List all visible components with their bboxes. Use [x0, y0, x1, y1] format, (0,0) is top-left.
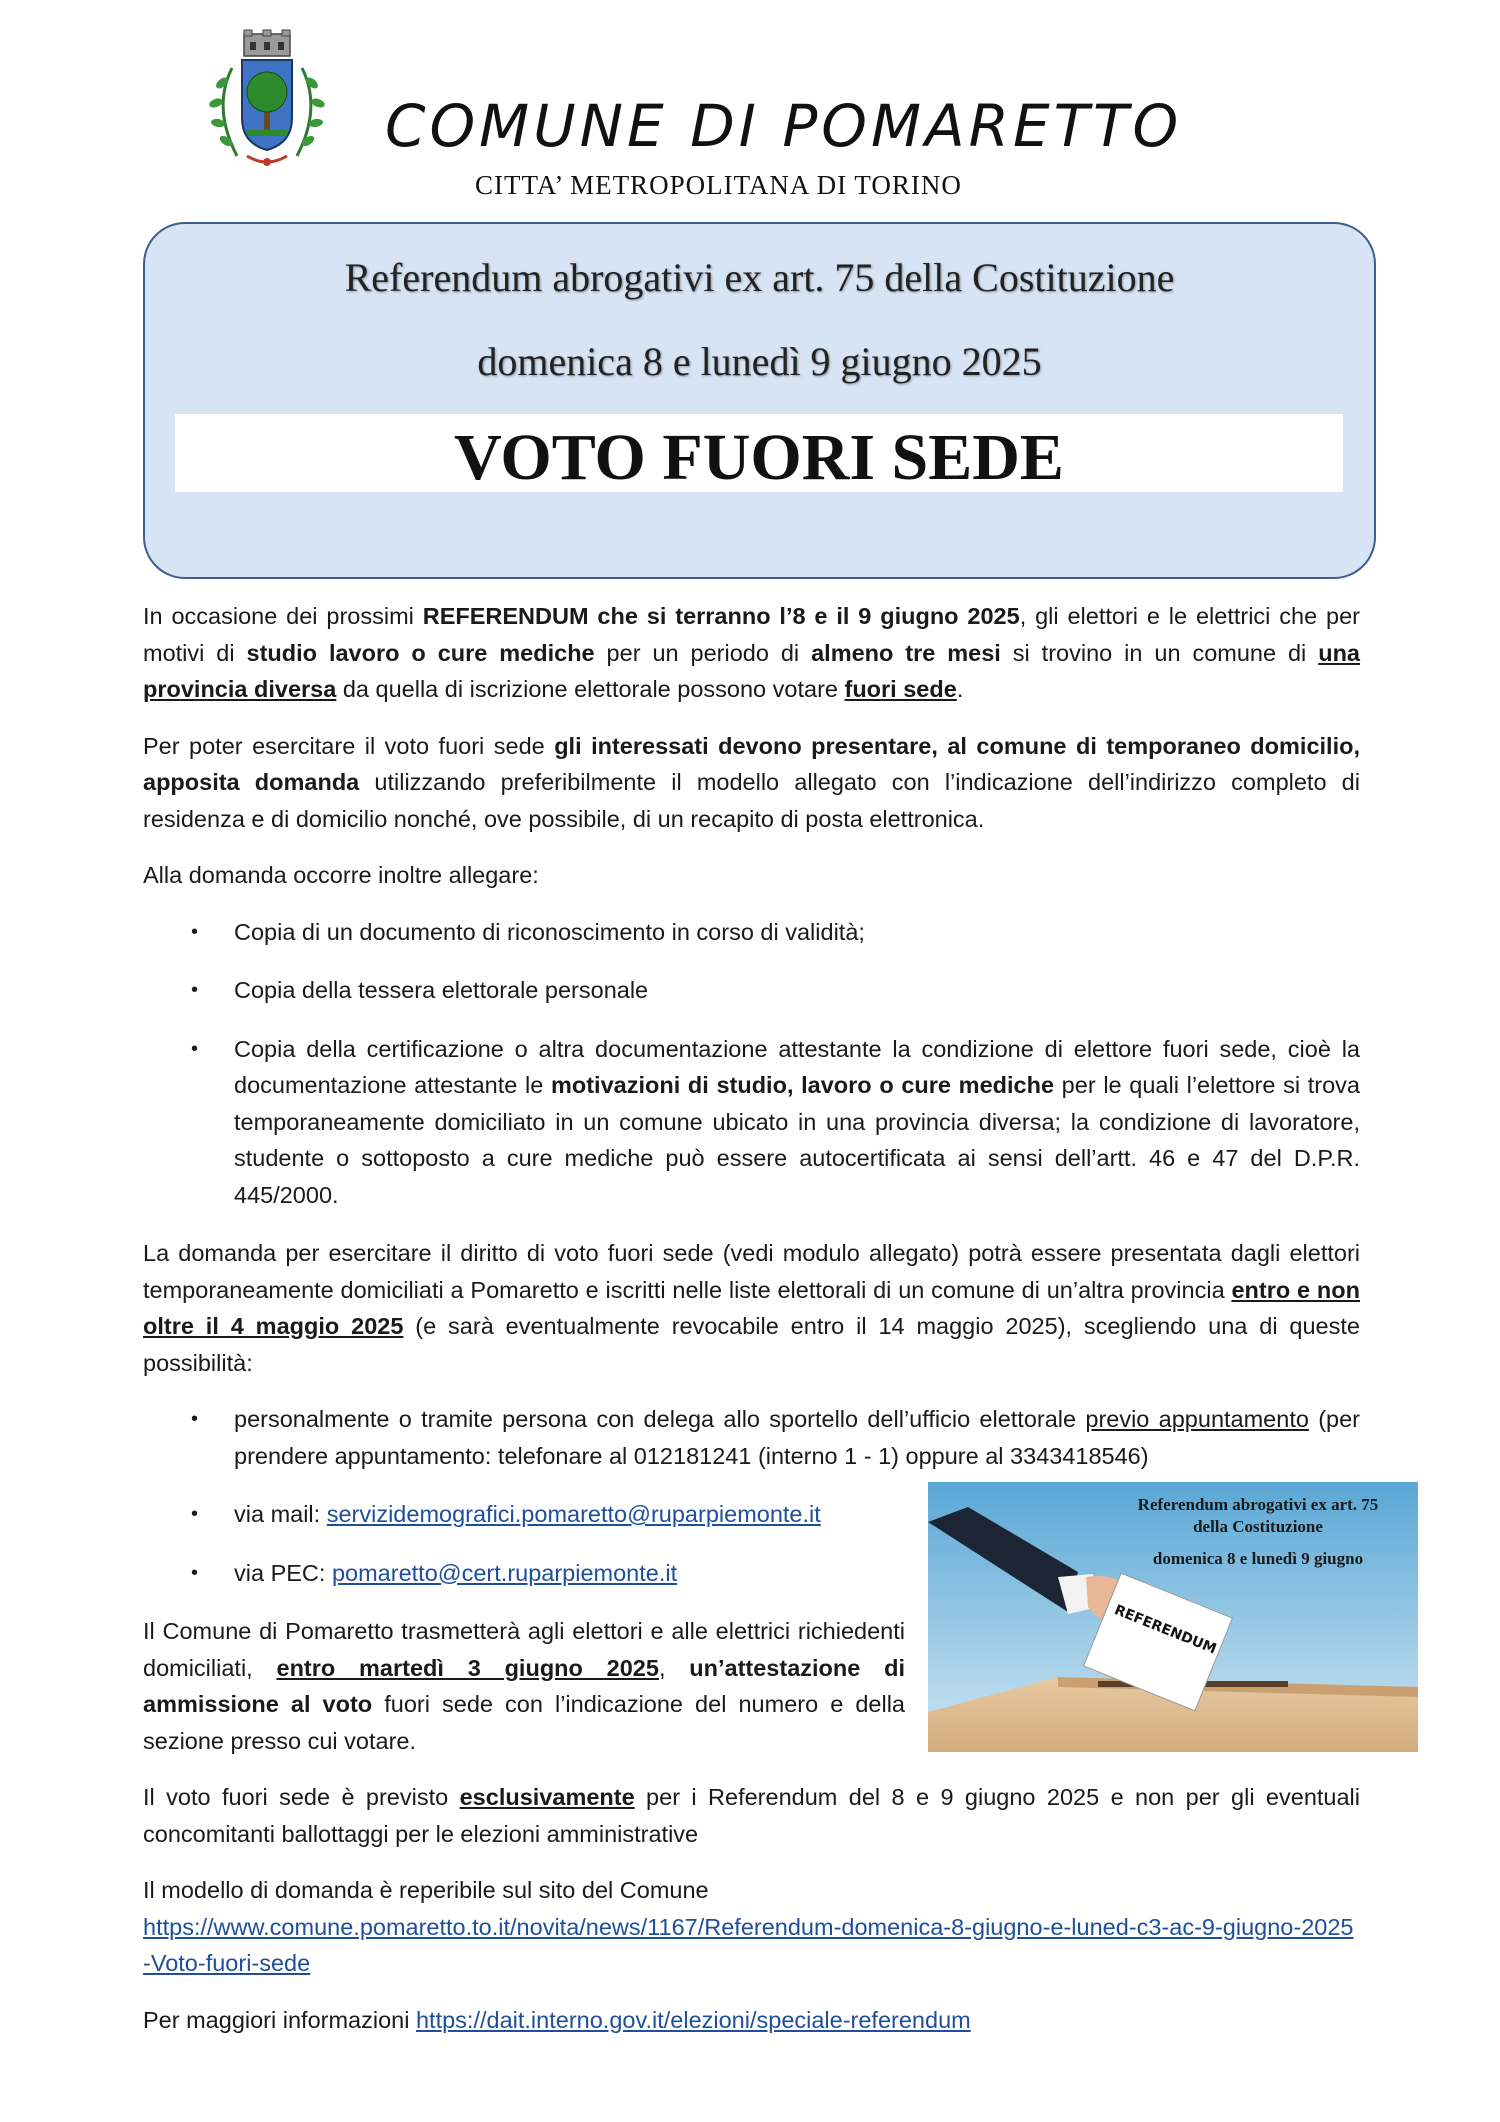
image-caption-line2: della Costituzione: [1193, 1517, 1323, 1536]
pec-link[interactable]: pomaretto@cert.ruparpiemonte.it: [331, 1559, 678, 1586]
intro-paragraph: In occasione dei prossimi REFERENDUM che si terranno l’8 e il 9 giugno 2025, gli elettori e le elettrici che per motivi di studio lavoro o cure mediche per un periodo di almeno tre mesi si trovino in un comune di una provincia diversa da quella di iscrizione elettorale possono votare fuori sede.: [143, 603, 1360, 702]
email-link[interactable]: servizidemografici.pomaretto@ruparpiemonte.it: [326, 1501, 821, 1527]
bullet-icon: •: [191, 1037, 199, 1060]
list-item: • via PEC: pomaretto@cert.ruparpiemonte.it: [143, 1555, 1360, 1592]
list-item: • Copia della tessera elettorale personale: [143, 972, 1360, 1009]
municipal-crest-icon: [192, 28, 342, 178]
list-item: • Copia della certificazione o altra documentazione attestante la condizione di elettore fuori sede, cioè la documentazione attestante le motivazioni di studio, lavoro o cure mediche per le quali l’elettore si trova temporaneamente domiciliato in un comune ubicato in una provincia diversa; la condizione di lavoratore, studente o sottoposto a cure mediche può essere autocertificata ai sensi dell’artt. 46 e 47 del D.P.R. 445/2000.: [143, 1031, 1360, 1214]
referendum-banner: [143, 222, 1376, 579]
info-link[interactable]: https://dait.interno.gov.it/elezioni/speciale-referendum: [415, 2006, 971, 2033]
bullet-icon: •: [191, 920, 199, 943]
image-caption-line1: Referendum abrogativi ex art. 75: [1137, 1495, 1379, 1514]
referendum-ballot-image: [928, 1482, 1418, 1752]
list-item: • personalmente o tramite persona con delega allo sportello dell’ufficio elettorale previo appuntamento (per prendere appuntamento: telefonare al 012181241 (interno 1 - 1) oppure al 3343418546): [143, 1401, 1360, 1474]
bullet-icon: •: [191, 1408, 199, 1430]
banner-date-line: domenica 8 e lunedì 9 giugno 2025: [477, 339, 1042, 384]
form-paragraph: Il modello di domanda è reperibile sul sito del Comune https://www.comune.pomaretto.to.it/novita/news/1167/Referendum-domenica-8-giugno-e-luned-c3-ac-9-giugno-2025-Voto-fuori-sede: [143, 1877, 1354, 1976]
deadline-paragraph: La domanda per esercitare il diritto di voto fuori sede (vedi modulo allegato) potrà essere presentata dagli elettori temporaneamente domiciliati a Pomaretto e iscritti nelle liste elettorali di un comune di un’altra provincia entro e non oltre il 4 maggio 2025 (e sarà eventualmente revocabile entro il 14 maggio 2025), scegliendo una di queste possibilità:: [143, 1240, 1360, 1376]
document-body: [143, 598, 1360, 2058]
bullet-icon: •: [191, 1503, 199, 1525]
municipality-title: COMUNE DI POMARETTO: [385, 92, 1183, 160]
exclusivity-paragraph: Il voto fuori sede è previsto esclusivamente per i Referendum del 8 e 9 giugno 2025 e non per gli eventuali concomitanti ballottaggi per le elezioni amministrative: [143, 1784, 1361, 1847]
list-item: • Copia di un documento di riconoscimento in corso di validità;: [143, 914, 1360, 951]
image-caption-line3: domenica 8 e lunedì 9 giugno: [1152, 1549, 1364, 1568]
metropolitan-city-subtitle: CITTA’ METROPOLITANA DI TORINO: [475, 170, 962, 200]
bullet-icon: •: [191, 979, 199, 1001]
bullet-icon: •: [191, 1561, 199, 1584]
application-paragraph: Per poter esercitare il voto fuori sede gli interessati devono presentare, al comune di temporaneo domicilio, apposita domanda utilizzando preferibilmente il modello allegato con l’indicazione dell’indirizzo completo di residenza e di domicilio nonché, ove possibile, di un recapito di posta elettronica.: [143, 732, 1360, 832]
form-link[interactable]: https://www.comune.pomaretto.to.it/novita/news/1167/Referendum-domenica-8-giugno-e-luned-c3-ac-9-giugno-2025-Voto-fuori-sede: [143, 1913, 1354, 1976]
attachments-list: [143, 914, 1360, 1214]
banner-referendum-line: Referendum abrogativi ex art. 75 della Costituzione: [344, 255, 1175, 300]
ballot-label: REFERENDUM: [1112, 1602, 1219, 1658]
attachments-intro: Alla domanda occorre inoltre allegare:: [143, 862, 539, 888]
more-info-paragraph: Per maggiori informazioni https://dait.interno.gov.it/elezioni/speciale-referendum: [143, 2006, 971, 2033]
banner-headline-box: [175, 414, 1343, 492]
banner-headline: VOTO FUORI SEDE: [454, 421, 1064, 494]
list-item: • via mail: servizidemografici.pomaretto@ruparpiemonte.it: [143, 1496, 1360, 1533]
attestation-paragraph: Il Comune di Pomaretto trasmetterà agli elettori e alle elettrici richiedenti domiciliati, entro martedì 3 giugno 2025, un’attestazione di ammissione al voto fuori sede con l’indicazione del numero e della sezione presso cui votare.: [143, 1618, 906, 1754]
